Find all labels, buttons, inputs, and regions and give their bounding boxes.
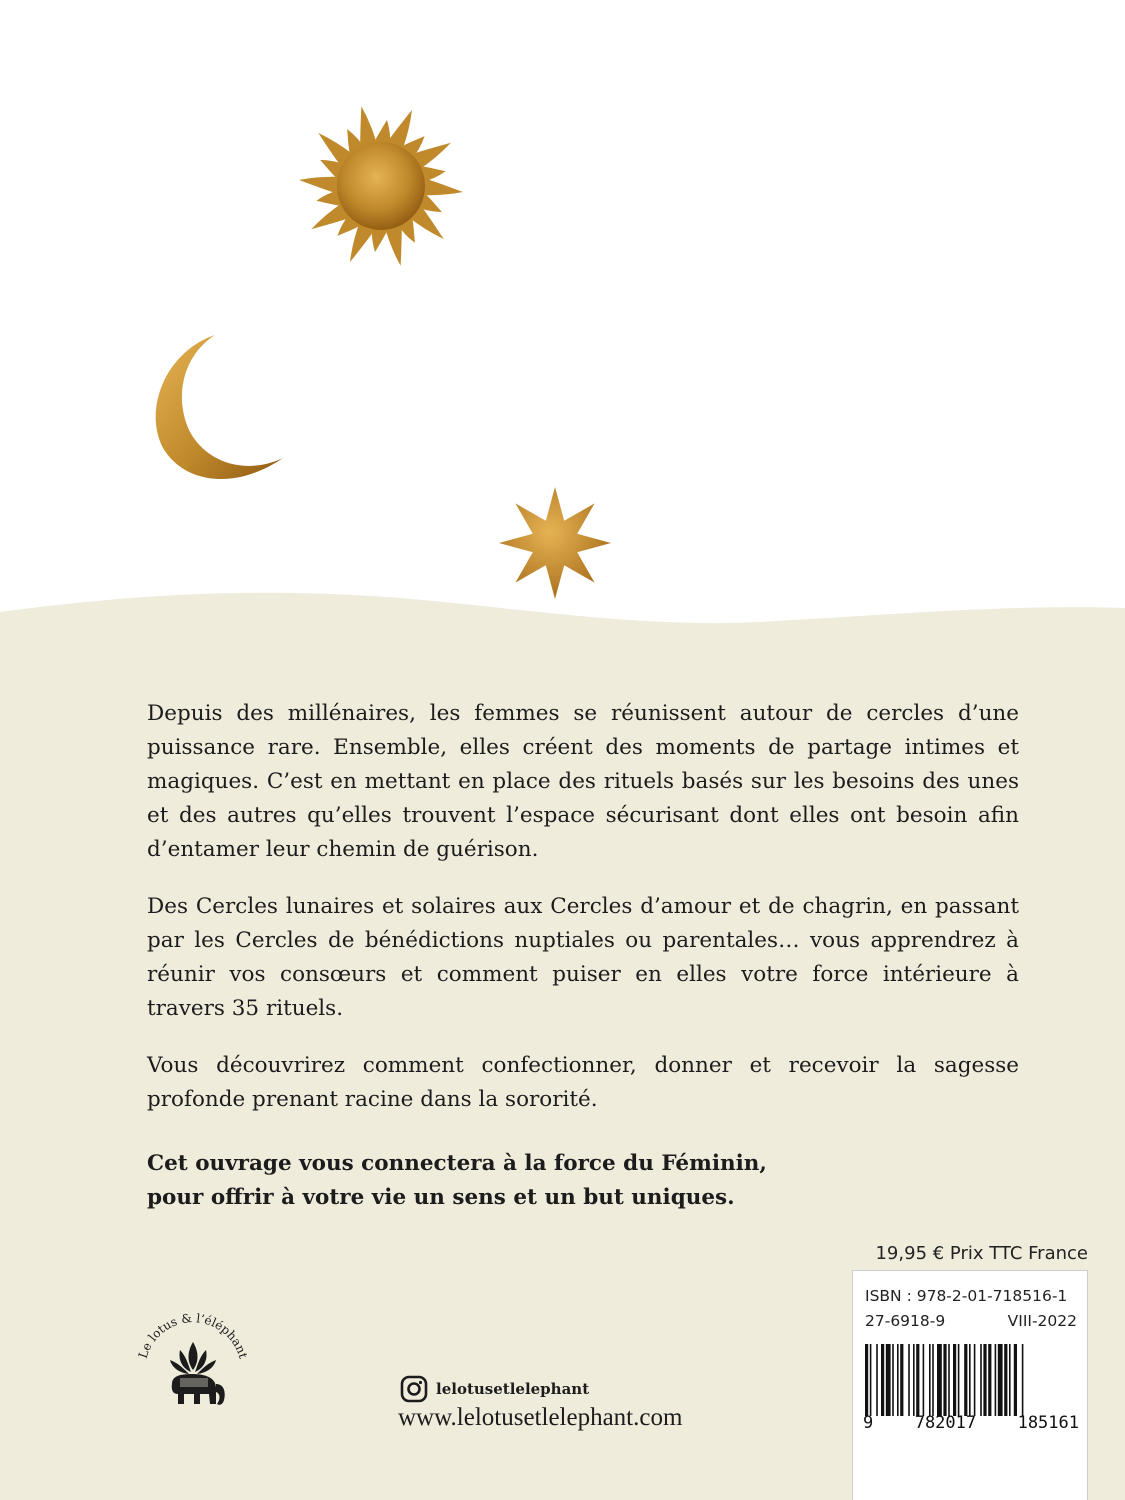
website-link[interactable]: www.lelotusetlelephant.com — [398, 1404, 683, 1431]
barcode-bar — [937, 1344, 942, 1416]
instagram-handle[interactable]: lelotusetlelephant — [436, 1380, 590, 1398]
tagline — [147, 1147, 1019, 1215]
barcode-bar — [916, 1344, 919, 1416]
barcode-bar — [988, 1344, 991, 1416]
barcode-bar — [870, 1344, 872, 1416]
barcode-bar — [908, 1344, 910, 1416]
barcode-bar — [1014, 1344, 1017, 1416]
tagline-line-1: Cet ouvrage vous connectera à la force du Féminin, — [147, 1151, 767, 1176]
sun-icon — [295, 100, 467, 272]
description-paragraph-3: Vous découvrirez comment confectionner, donner et recevoir la sagesse profonde prenant racine dans la sororité. — [147, 1053, 1019, 1112]
price-label: 19,95 € Prix TTC France — [875, 1243, 1088, 1264]
isbn-box — [852, 1270, 1088, 1500]
publisher-logo-text: Le lotus & l’éléphant — [135, 1311, 251, 1360]
sun-ray — [299, 177, 341, 195]
barcode-bar — [964, 1344, 967, 1416]
barcode-bar — [1022, 1344, 1024, 1416]
barcode-digit-group-1: 9 — [863, 1413, 874, 1433]
barcode-bar — [953, 1344, 956, 1416]
barcode-bar — [886, 1344, 891, 1416]
book-description — [147, 697, 1019, 1238]
edition-code: VIII-2022 — [1007, 1312, 1077, 1330]
barcode-bar — [1009, 1344, 1011, 1416]
barcode-bar — [865, 1344, 868, 1416]
barcode-bar — [900, 1344, 903, 1416]
description-paragraph-1: Depuis des millénaires, les femmes se réunissent autour de cercles d’une puissance rare. Ensemble, elles créent des moments de partage intimes et magiques. C’est en mettant en place des rituels basés sur les besoins des unes et des autres qu’elles trouvent l’espace sécurisant dont elles ont besoin afin d’entamer leur chemin de guérison. — [147, 701, 1019, 862]
barcode-digits — [863, 1413, 1079, 1433]
description-paragraph-2: Des Cercles lunaires et solaires aux Cercles d’amour et de chagrin, en passant par les Cercles de bénédictions nuptiales ou parentales… vous apprendrez à réunir vos consœurs et comment puiser en elles votre force intérieure à travers 35 rituels. — [147, 894, 1019, 1021]
crescent-moon-icon — [145, 330, 295, 490]
barcode-bar — [876, 1344, 878, 1416]
barcode-bar — [958, 1344, 960, 1416]
barcode-digit-group-2: 782017 — [914, 1413, 977, 1433]
instagram-icon[interactable] — [400, 1375, 428, 1403]
codes-line — [865, 1312, 1077, 1330]
isbn-text: ISBN : 978-2-01-718516-1 — [865, 1287, 1068, 1305]
instagram-row[interactable] — [400, 1375, 589, 1403]
barcode-bar — [881, 1344, 884, 1416]
barcode-bar — [983, 1344, 986, 1416]
barcode-bar — [948, 1344, 950, 1416]
barcode-bar — [897, 1344, 899, 1416]
barcode-bar — [892, 1344, 894, 1416]
barcode — [863, 1344, 1079, 1416]
barcode-bar — [995, 1344, 997, 1416]
barcode-bar — [929, 1344, 931, 1416]
product-code: 27-6918-9 — [865, 1312, 946, 1330]
lotus-icon — [170, 1342, 216, 1374]
tagline-line-2: pour offrir à votre vie un sens et un but uniques. — [147, 1185, 735, 1210]
barcode-bar — [932, 1344, 934, 1416]
barcode-digit-group-3: 185161 — [1017, 1413, 1079, 1433]
barcode-bar — [1004, 1344, 1007, 1416]
publisher-logo — [128, 1300, 258, 1430]
barcode-bar — [980, 1344, 982, 1416]
elephant-icon — [172, 1374, 225, 1405]
barcode-bar — [923, 1344, 925, 1416]
barcode-bar — [943, 1344, 946, 1416]
barcode-bar — [913, 1344, 915, 1416]
barcode-bar — [974, 1344, 976, 1416]
star-icon — [497, 485, 613, 601]
barcode-bar — [998, 1344, 1003, 1416]
barcode-bar — [969, 1344, 971, 1416]
